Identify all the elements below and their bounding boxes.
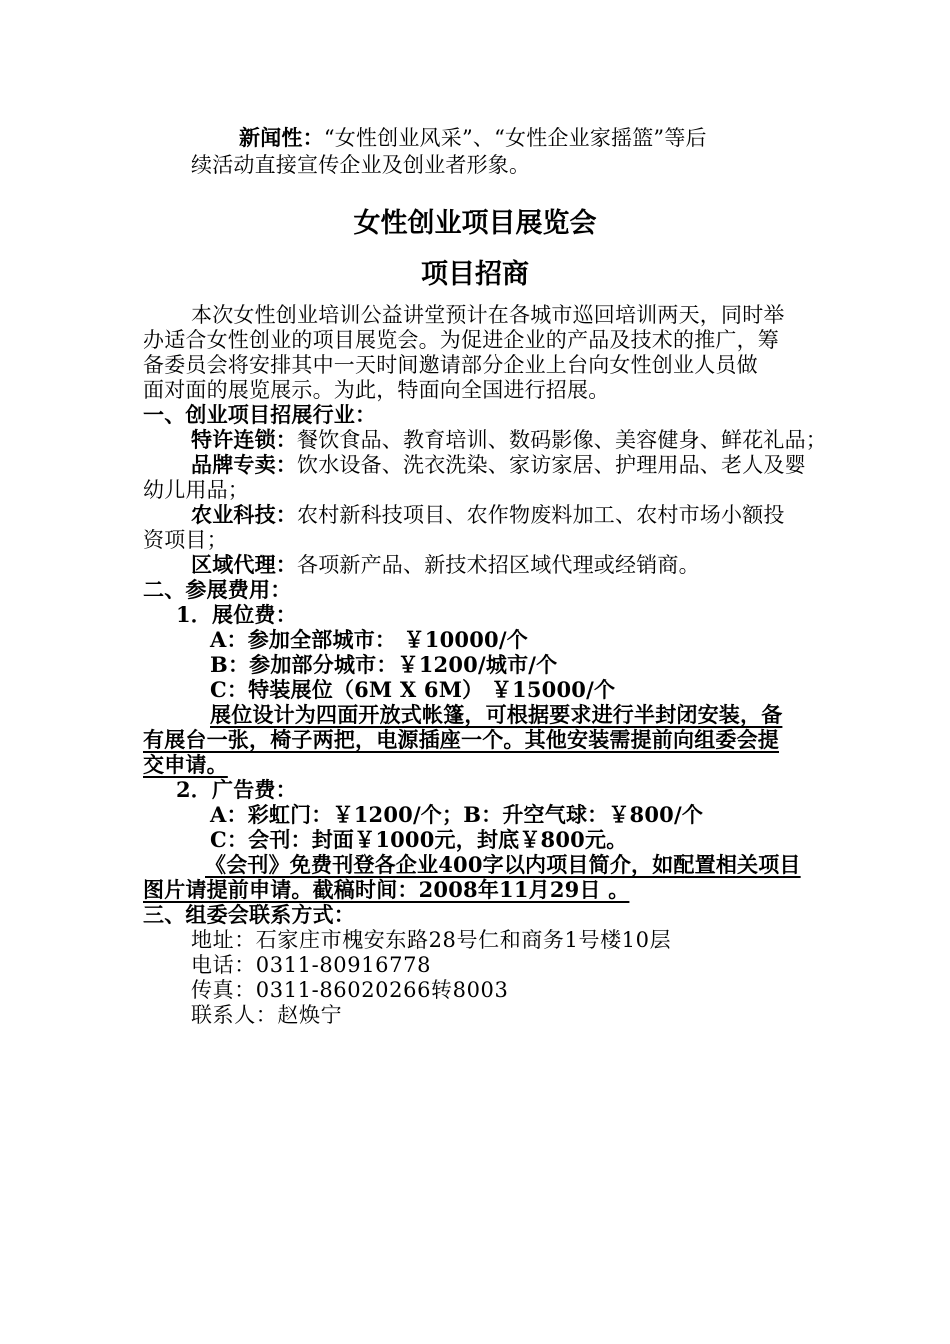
news-label: 新闻性： <box>239 125 324 150</box>
sub-title: 项目招商 <box>421 259 529 290</box>
booth-option-a: A：参加全部城市： ￥10000/个 <box>210 627 528 652</box>
news-line-2: 续活动直接宣传企业及创业者形象。 <box>191 153 531 177</box>
ad-note-1: 《会刊》免费刊登各企业400字以内项目简介，如配置相关项目 <box>205 852 801 877</box>
ad-option-ab: A：彩虹门：￥1200/个；B：升空气球：￥800/个 <box>210 802 704 827</box>
booth-heading: 1．展位费： <box>176 602 297 627</box>
agri-label: 农业科技： <box>191 502 297 527</box>
franchise-line <box>191 427 827 453</box>
contact-address: 地址：石家庄市槐安东路28号仁和商务1号楼10层 <box>191 928 672 952</box>
intro-line-1: 本次女性创业培训公益讲堂预计在各城市巡回培训两天，同时举 <box>191 303 785 327</box>
section3-heading: 三、组委会联系方式： <box>143 903 355 927</box>
booth-option-c: C：特装展位（6M X 6M） ￥15000/个 <box>210 677 616 702</box>
intro-line-4: 面对面的展览展示。为此，特面向全国进行招展。 <box>143 378 610 402</box>
intro-line-3: 备委员会将安排其中一天时间邀请部分企业上台向女性创业人员做 <box>143 353 758 377</box>
booth-option-b: B：参加部分城市：￥1200/城市/个 <box>210 652 558 677</box>
agri-line <box>191 502 785 528</box>
brand-label: 品牌专卖： <box>191 452 297 477</box>
section2-heading: 二、参展费用： <box>143 578 292 602</box>
ad-heading: 2．广告费： <box>176 777 297 802</box>
booth-note-1: 展位设计为四面开放式帐篷，可根据要求进行半封闭安装，备 <box>210 702 783 727</box>
brand-text: 饮水设备、洗衣洗染、家访家居、护理用品、老人及婴 <box>297 453 806 477</box>
agent-line <box>191 552 700 578</box>
franchise-label: 特许连锁： <box>191 427 297 452</box>
booth-note-3: 交申请。 <box>143 752 228 777</box>
intro-line-2: 办适合女性创业的项目展览会。为促进企业的产品及技术的推广，筹 <box>143 328 779 352</box>
agri-text: 农村新科技项目、农作物废料加工、农村市场小额投 <box>297 503 785 527</box>
franchise-text: 餐饮食品、教育培训、数码影像、美容健身、鲜花礼品； <box>297 428 827 452</box>
section1-heading: 一、创业项目招展行业： <box>143 403 377 427</box>
ad-note-2: 图片请提前申请。截稿时间：2008年11月29日 。 <box>143 877 630 902</box>
contact-fax: 传真：0311-86020266转8003 <box>191 978 509 1002</box>
contact-person: 联系人：赵焕宁 <box>191 1003 343 1027</box>
agent-label: 区域代理： <box>191 552 297 577</box>
agent-text: 各项新产品、新技术招区域代理或经销商。 <box>297 553 700 577</box>
ad-option-c: C：会刊：封面￥1000元，封底￥800元。 <box>210 827 628 852</box>
brand-cont: 幼儿用品； <box>143 478 249 502</box>
main-title: 女性创业项目展览会 <box>353 208 597 239</box>
agri-cont: 资项目； <box>143 528 228 552</box>
brand-line <box>191 452 806 478</box>
news-text-1: “女性创业风采”、“女性企业家摇篮”等后 <box>323 126 707 150</box>
contact-phone: 电话：0311-80916778 <box>191 953 432 977</box>
news-line-1 <box>239 125 707 151</box>
booth-note-2: 有展台一张，椅子两把，电源插座一个。其他安装需提前向组委会提 <box>143 727 779 752</box>
